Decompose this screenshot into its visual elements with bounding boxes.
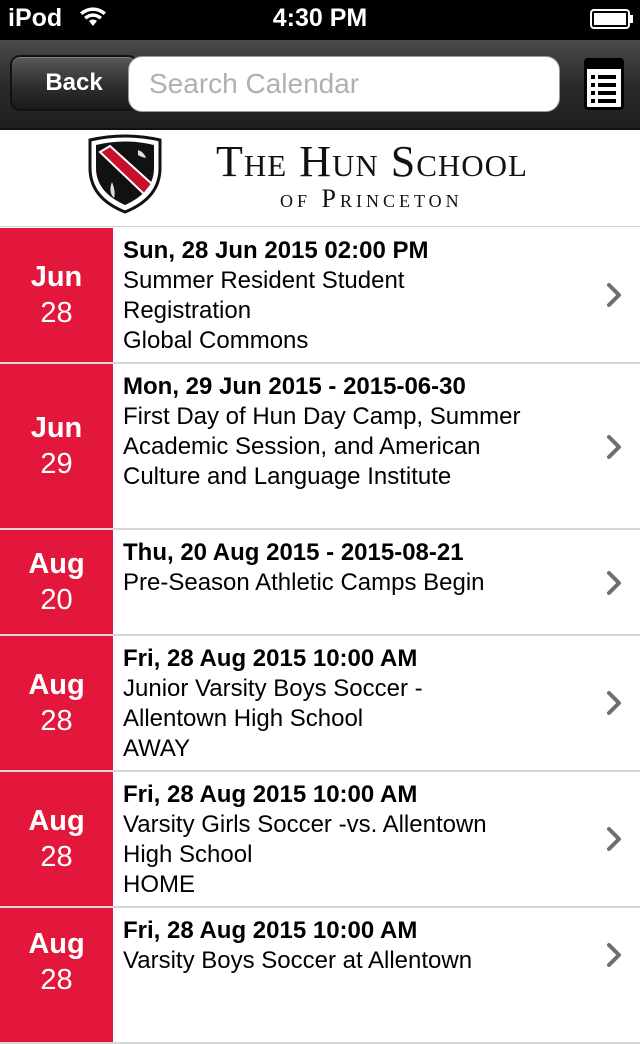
date-badge [0,228,113,362]
event-row[interactable] [0,772,640,908]
event-text: HOME [123,871,195,898]
event-text: Pre-Season Athletic Camps Begin [123,569,485,596]
event-text: Varsity Boys Soccer at Allentown [123,947,473,974]
chevron-right-icon [606,570,622,601]
event-day: 20 [40,584,73,616]
event-day: 28 [40,841,73,873]
event-text: Academic Session, and American [123,433,481,460]
event-row[interactable] [0,364,640,530]
event-datetime: Sun, 28 Jun 2015 02:00 PM [123,237,429,264]
battery-icon [590,9,634,29]
event-month: Aug [28,548,85,580]
event-list [0,228,640,1044]
chevron-right-icon [606,434,622,465]
clock: 4:30 PM [272,4,368,32]
status-bar [0,0,640,40]
event-text: Allentown High School [123,705,364,732]
event-details [123,236,580,356]
carrier-label: iPod [8,4,63,32]
event-details [123,916,580,976]
event-month: Jun [30,261,83,293]
event-day: 29 [40,448,73,480]
chevron-right-icon [606,942,622,973]
event-row[interactable] [0,908,640,1044]
event-day: 28 [40,297,73,329]
event-details [123,644,580,764]
date-badge [0,364,113,528]
event-details [123,780,580,900]
date-badge [0,772,113,906]
event-text: First Day of Hun Day Camp, Summer [123,403,521,430]
school-subtitle: of Princeton [280,184,463,213]
back-button[interactable]: Back [10,55,138,111]
event-month: Jun [30,412,83,444]
event-month: Aug [28,928,85,960]
date-badge [0,908,113,1042]
event-text: AWAY [123,735,191,762]
event-month: Aug [28,805,85,837]
date-badge [0,636,113,770]
school-header [0,130,640,227]
chevron-right-icon [606,826,622,857]
search-input[interactable] [128,56,560,112]
event-datetime: Fri, 28 Aug 2015 10:00 AM [123,781,418,808]
event-day: 28 [40,705,73,737]
event-month: Aug [28,669,85,701]
event-datetime: Thu, 20 Aug 2015 - 2015-08-21 [123,539,464,566]
event-row[interactable] [0,530,640,636]
event-text: Junior Varsity Boys Soccer - [123,675,423,702]
event-text: Summer Resident Student [123,267,405,294]
event-text: High School [123,841,253,868]
date-badge [0,530,113,634]
event-row[interactable] [0,228,640,364]
school-crest-logo [86,134,164,219]
nav-bar [0,40,640,130]
chevron-right-icon [606,690,622,721]
list-view-icon[interactable] [584,58,624,110]
event-text: Varsity Girls Soccer -vs. Allentown [123,811,487,838]
event-text: Culture and Language Institute [123,463,452,490]
event-datetime: Fri, 28 Aug 2015 10:00 AM [123,917,418,944]
event-day: 28 [40,964,73,996]
chevron-right-icon [606,282,622,313]
event-datetime: Fri, 28 Aug 2015 10:00 AM [123,645,418,672]
event-text: Global Commons [123,327,309,354]
event-row[interactable] [0,636,640,772]
event-text: Registration [123,297,252,324]
school-name: The Hun School [216,137,528,186]
event-details [123,538,580,598]
event-details [123,372,580,492]
event-datetime: Mon, 29 Jun 2015 - 2015-06-30 [123,373,466,400]
